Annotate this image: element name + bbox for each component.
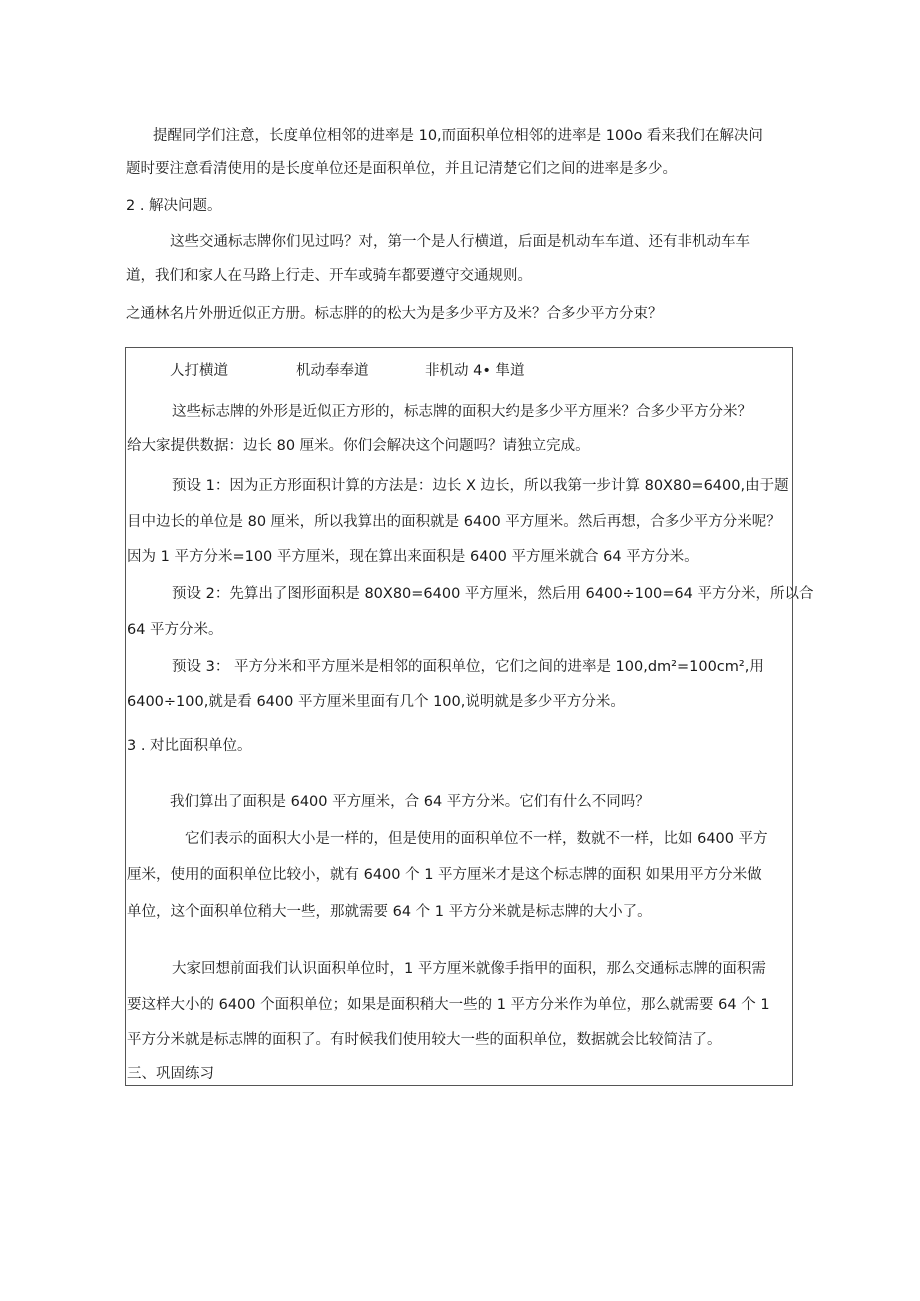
preset-2-line-2: 64 平方分米。 xyxy=(127,622,223,638)
recall-line-1: 大家回想前面我们认识面积单位时，1 平方厘米就像手指甲的面积，那么交通标志牌的面积需 xyxy=(172,961,766,977)
compare-answer-line-2: 厘米，使用的面积单位比较小，就有 6400 个 1 平方厘米才是这个标志牌的面积 如果用平方分米做 xyxy=(127,867,762,883)
intro-paragraph-2-line-1: 这些交通标志牌你们见过吗？对，第一个是人行横道，后面是机动车车道、还有非机动车车 xyxy=(170,234,750,250)
recall-line-3: 平方分米就是标志牌的面积了。有时候我们使用较大一些的面积单位，数据就会比较简洁了。 xyxy=(127,1032,722,1048)
section-2-heading: 2 . 解决问题。 xyxy=(126,198,222,214)
question-line-1: 这些标志牌的外形是近似正方形的，标志牌的面积大约是多少平方厘米？合多少平方分米？ xyxy=(172,404,752,420)
intro-paragraph-3: 之通林名片外册近似正方册。标志胖的的松大为是多少平方及米？合多少平方分束？ xyxy=(126,306,663,322)
sign-label-motor-lane: 机动奉奉道 xyxy=(296,363,369,379)
preset-1-line-2: 目中边长的单位是 80 厘米，所以我算出的面积就是 6400 平方厘米。然后再想，合多少平方分米呢？ xyxy=(127,514,781,530)
sign-label-non-motor-lane: 非机动 4• 隼道 xyxy=(425,363,525,379)
section-three-heading: 三、巩固练习 xyxy=(127,1066,214,1082)
recall-line-2: 要这样大小的 6400 个面积单位；如果是面积稍大一些的 1 平方分米作为单位，那么就需要 64 个 1 xyxy=(127,997,770,1013)
sign-label-crosswalk: 人打横道 xyxy=(170,363,228,379)
preset-1-line-1: 预设 1：因为正方形面积计算的方法是：边长 X 边长，所以我第一步计算 80X80=6400,由于题 xyxy=(172,478,789,494)
compare-answer-line-1: 它们表示的面积大小是一样的，但是使用的面积单位不一样，数就不一样，比如 6400 平方 xyxy=(185,831,768,847)
compare-answer-line-3: 单位，这个面积单位稍大一些，那就需要 64 个 1 平方分米就是标志牌的大小了。 xyxy=(127,904,652,920)
section-3-heading: 3 . 对比面积单位。 xyxy=(127,738,252,754)
question-line-2: 给大家提供数据：边长 80 厘米。你们会解决这个问题吗？请独立完成。 xyxy=(127,438,590,454)
preset-1-line-3: 因为 1 平方分米=100 平方厘米，现在算出来面积是 6400 平方厘米就合 64 平方分米。 xyxy=(127,549,699,565)
intro-paragraph-1-line-1: 提醒同学们注意，长度单位相邻的进率是 10,而面积单位相邻的进率是 100o 看来我们在解决问 xyxy=(153,128,763,144)
intro-paragraph-1-line-2: 题时要注意看清使用的是长度单位还是面积单位，并且记清楚它们之间的进率是多少。 xyxy=(126,161,677,177)
preset-3-line-2: 6400÷100,就是看 6400 平方厘米里面有几个 100,说明就是多少平方分米。 xyxy=(127,694,625,710)
intro-paragraph-2-line-2: 道，我们和家人在马路上行走、开车或骑车都要遵守交通规则。 xyxy=(126,268,532,284)
preset-3-line-1: 预设 3： 平方分米和平方厘米是相邻的面积单位，它们之间的进率是 100,dm²=100cm²,用 xyxy=(172,659,764,675)
compare-question: 我们算出了面积是 6400 平方厘米，合 64 平方分米。它们有什么不同吗？ xyxy=(170,794,650,810)
preset-2-line-1: 预设 2：先算出了图形面积是 80X80=6400 平方厘米，然后用 6400÷100=64 平方分米，所以合 xyxy=(172,586,814,602)
